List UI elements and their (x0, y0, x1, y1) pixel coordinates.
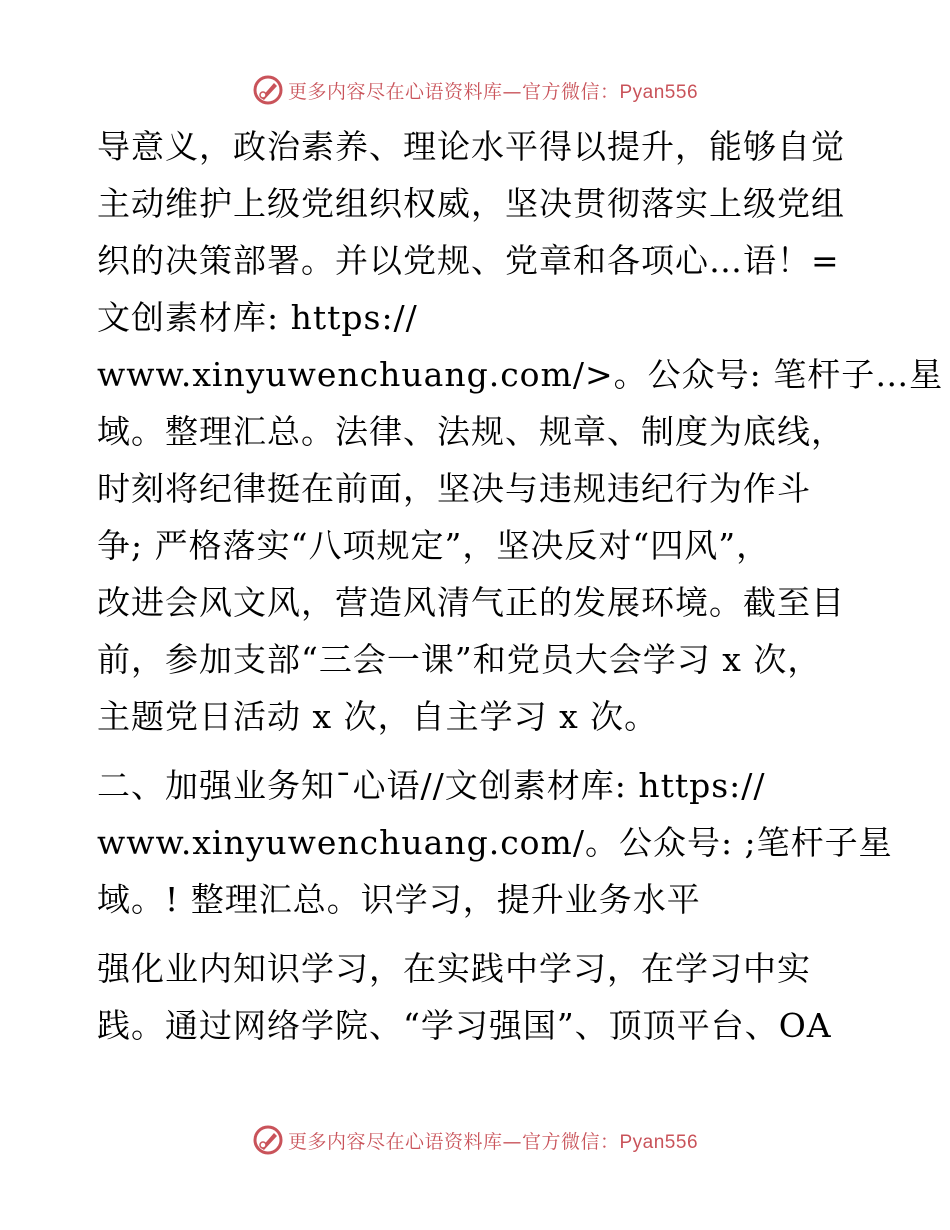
text-line: www.xinyuwenchuang.com/>。公众号: 笔杆子…星 (97, 355, 944, 394)
text-line: 导意义，政治素养、理论水平得以提升，能够自觉 (97, 127, 845, 166)
paragraph-2 (97, 757, 893, 928)
paragraph-gap (97, 928, 857, 940)
text-line: 主题党日活动 x 次，自主学习 x 次。 (97, 697, 659, 736)
text-line: www.xinyuwenchuang.com/。公众号: ;笔杆子星 (97, 823, 893, 862)
text-line: 强化业内知识学习，在实践中学习，在学习中实 (97, 949, 811, 988)
text-line: 域。整理汇总。法律、法规、规章、制度为底线， (97, 412, 845, 451)
text-line: 时刻将纪律挺在前面，坚决与违规违纪行为作斗 (97, 469, 811, 508)
banner-text (288, 77, 698, 104)
footer-banner (0, 1122, 950, 1158)
paragraph-3 (97, 940, 857, 1054)
text-line: 域。! 整理汇总。识学习，提升业务水平 (97, 880, 701, 919)
text-line: 争; 严格落实“八项规定”，坚决反对“四风”， (97, 526, 771, 565)
quill-logo-icon (252, 74, 284, 106)
quill-logo-icon (252, 1124, 284, 1156)
text-line: 践。通过网络学院、“学习强国”、顶顶平台、OA (97, 1006, 832, 1045)
text-line: 二、加强业务知¯心语//文创素材库: https:// (97, 766, 766, 805)
banner-label: 更多内容尽在心语资料库—官方微信： (287, 1130, 620, 1153)
wechat-handle: Pyan556 (619, 81, 699, 103)
banner-text (288, 1127, 698, 1154)
banner-label: 更多内容尽在心语资料库—官方微信： (287, 80, 620, 103)
text-line: 改进会风文风，营造风清气正的发展环境。截至目 (97, 583, 845, 622)
paragraph-1 (97, 118, 944, 745)
text-line: 前，参加支部“三会一课”和党员大会学习 x 次， (97, 640, 822, 679)
header-banner (0, 72, 950, 108)
text-line: 主动维护上级党组织权威，坚决贯彻落实上级党组 (97, 184, 845, 223)
text-line: 织的决策部署。并以党规、党章和各项心…语！= (97, 241, 840, 280)
paragraph-gap (97, 745, 857, 757)
text-line: 文创素材库: https:// (97, 298, 418, 337)
wechat-handle: Pyan556 (619, 1131, 699, 1153)
document-body (97, 118, 944, 1054)
